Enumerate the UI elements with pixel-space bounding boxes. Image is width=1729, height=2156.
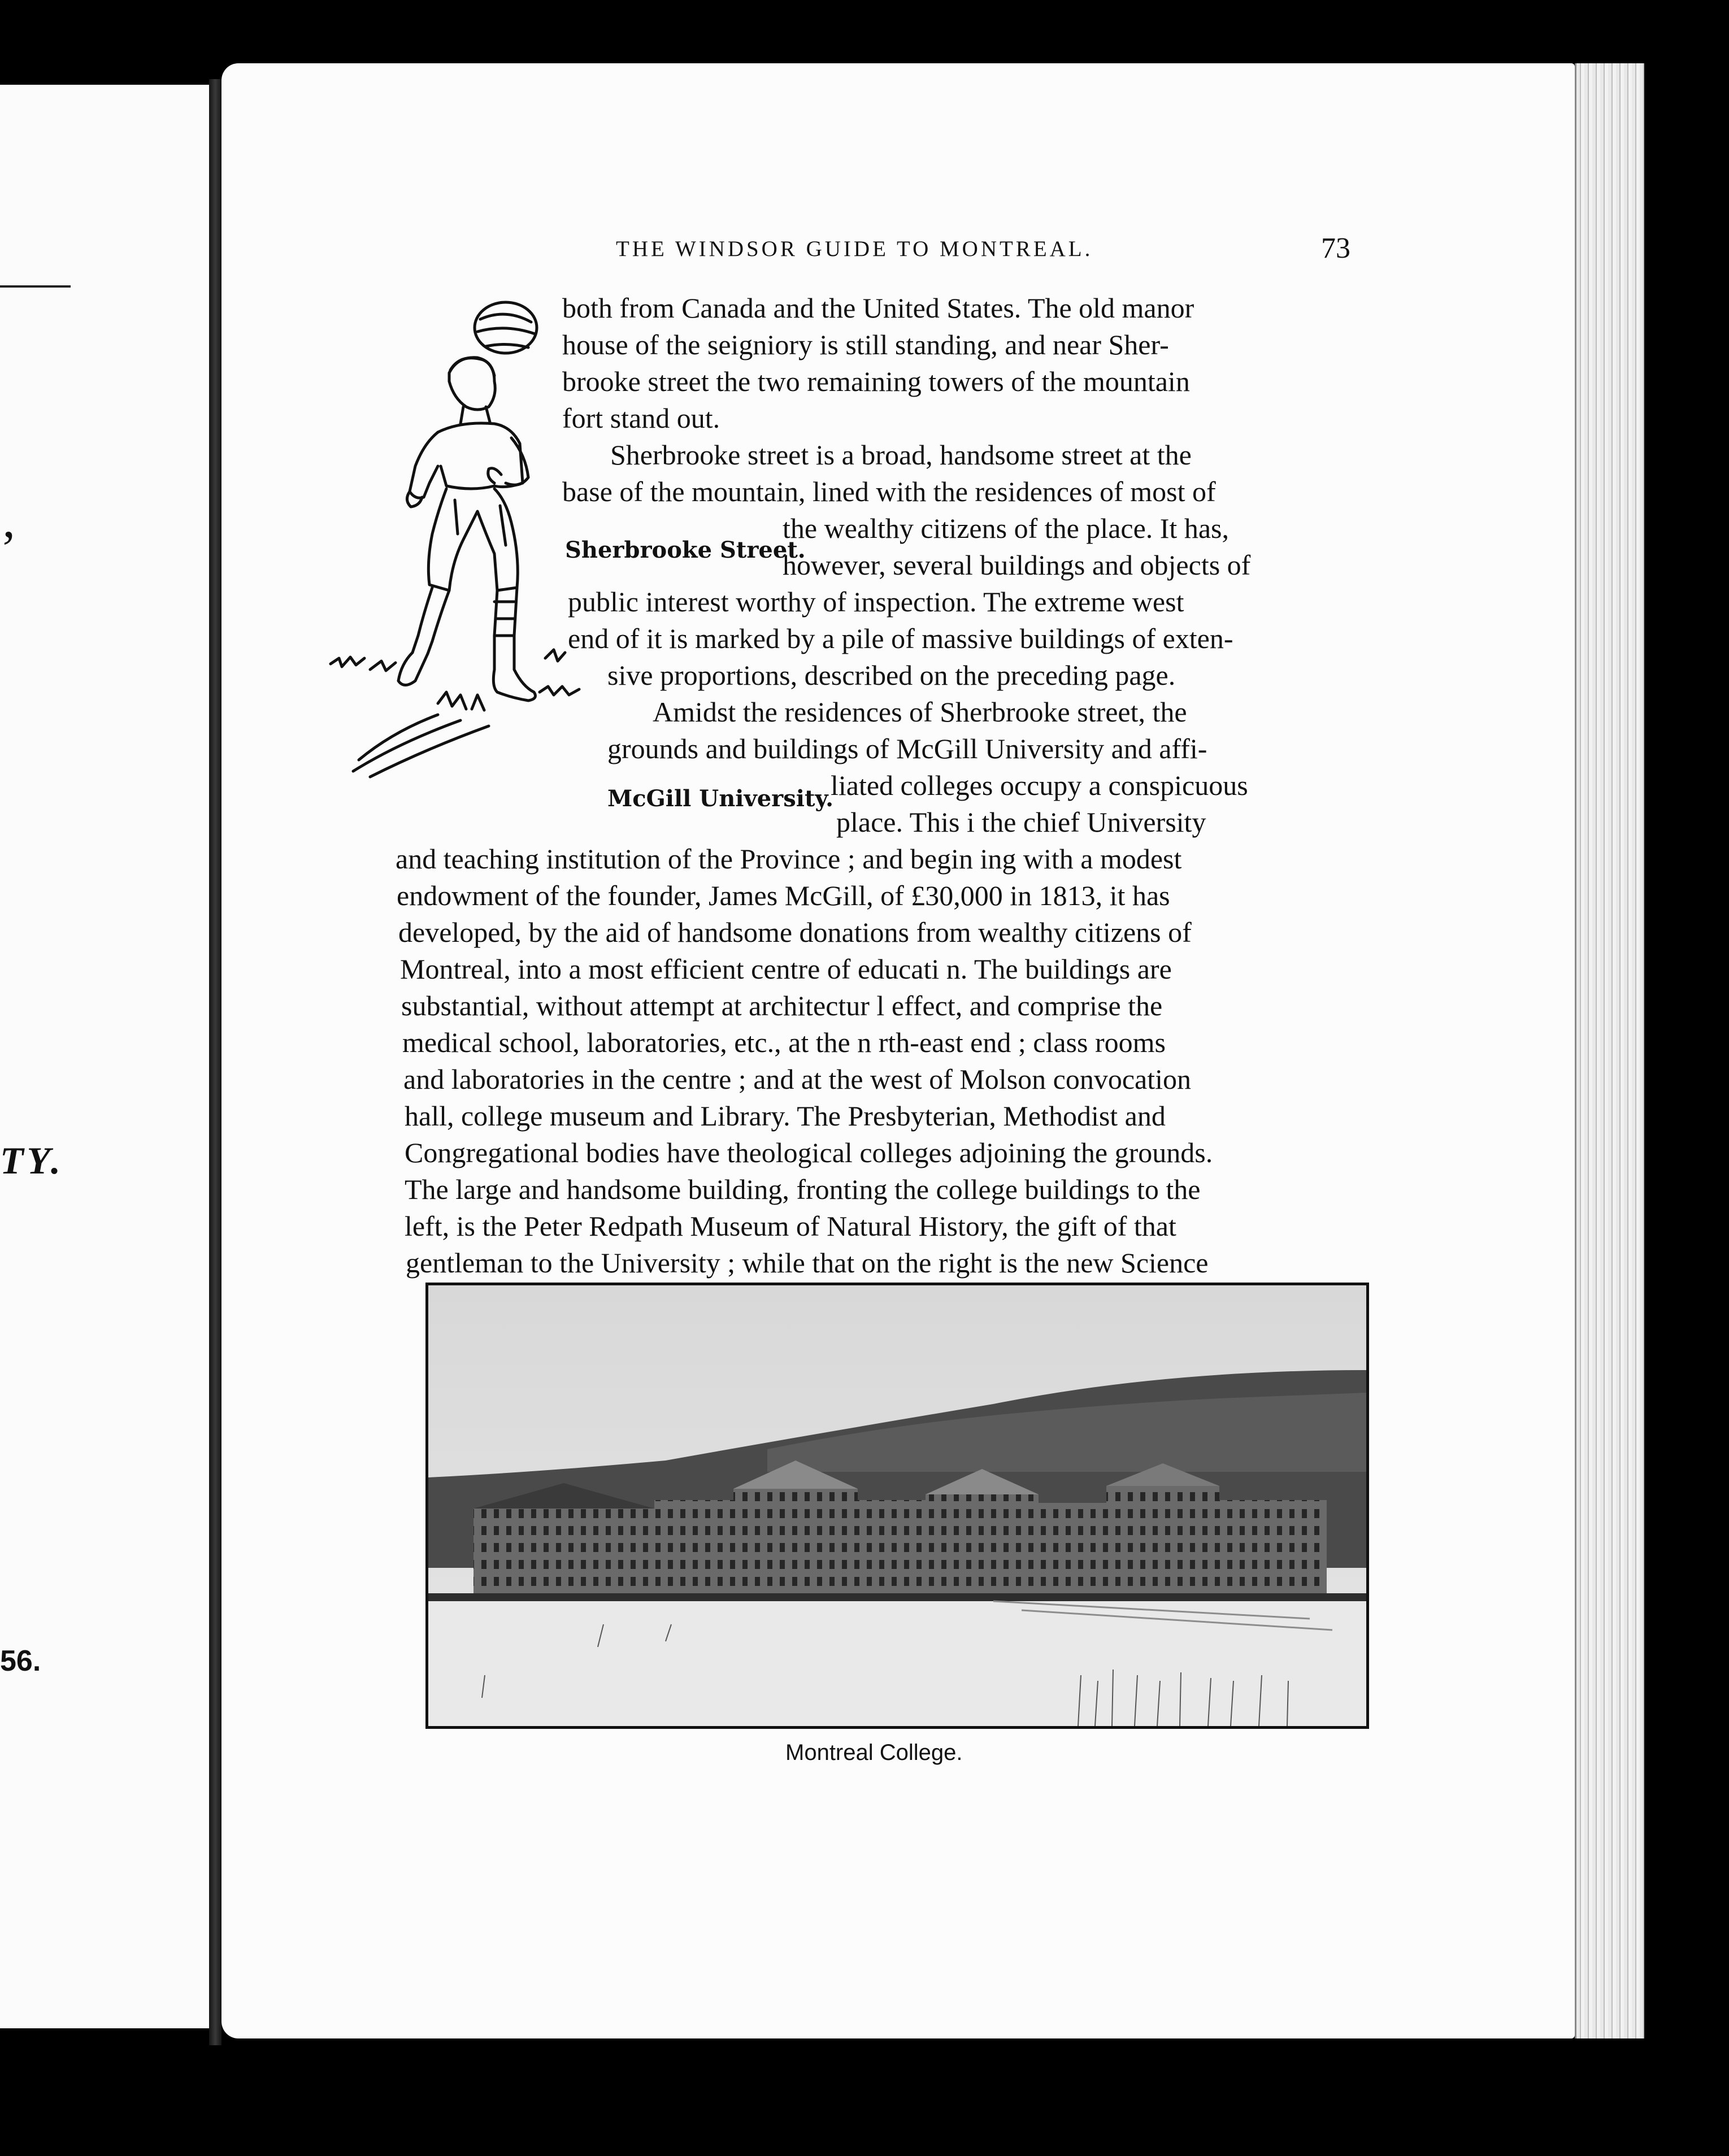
college-photograph (425, 1283, 1369, 1729)
page-number: 73 (1321, 232, 1350, 264)
body-text-line: and laboratories in the centre ; and at the west of Molson convocation (403, 1063, 1192, 1095)
body-text-line: sive proportions, described on the preceding page. (607, 659, 1176, 691)
body-text-line: brooke street the two remaining towers of the mountain (562, 366, 1190, 397)
sidehead-mcgill-university: McGill University. (607, 785, 833, 812)
body-text-line: substantial, without attempt at architectur l effect, and comprise the (401, 990, 1163, 1022)
body-text-line: base of the mountain, lined with the residences of most of (562, 476, 1216, 507)
body-text-line: and teaching institution of the Province ; and begin ing with a modest (396, 843, 1182, 875)
left-page-fragment: ’ (0, 521, 17, 577)
left-page-fragment: 56. (0, 1645, 41, 1677)
body-text-line: the wealthy citizens of the place. It has, (783, 512, 1229, 544)
body-text-line: Montreal, into a most efficient centre of educati n. The buildings are (400, 953, 1172, 985)
body-text-line: house of the seigniory is still standing, and near Sher- (562, 329, 1169, 360)
sidehead-sherbrooke-street: Sherbrooke Street. (565, 537, 806, 563)
body-text-line: gentleman to the University ; while that on the right is the new Science (406, 1247, 1209, 1279)
body-text-line: public interest worthy of inspection. The extreme west (568, 586, 1184, 618)
running-head: THE WINDSOR GUIDE TO MONTREAL. (616, 237, 1093, 261)
photograph-image (428, 1285, 1366, 1726)
photo-caption: Montreal College. (785, 1740, 963, 1765)
body-text-line: hall, college museum and Library. The Presbyterian, Methodist and (405, 1100, 1166, 1132)
body-text-line: medical school, laboratories, etc., at the n rth-east end ; class rooms (402, 1027, 1166, 1058)
footballer-illustration (325, 297, 593, 805)
body-text-line: endowment of the founder, James McGill, of £30,000 in 1813, it has (397, 880, 1170, 911)
body-text-line: The large and handsome building, fronting the college buildings to the (405, 1173, 1201, 1205)
body-text-line: Amidst the residences of Sherbrooke street, the (653, 696, 1187, 728)
body-text-line: left, is the Peter Redpath Museum of Natural History, the gift of that (405, 1210, 1176, 1242)
body-text-line: both from Canada and the United States. The old manor (562, 292, 1194, 324)
body-text-line: end of it is marked by a pile of massive buildings of exten- (568, 623, 1233, 654)
body-text-line: developed, by the aid of handsome donations from wealthy citizens of (398, 916, 1192, 948)
book-gutter (209, 79, 221, 2045)
body-text-line: place. This i the chief University (836, 806, 1206, 838)
body-text-line: Sherbrooke street is a broad, handsome street at the (610, 439, 1192, 471)
left-facing-page (0, 85, 211, 2028)
body-text-line: grounds and buildings of McGill University and affi- (607, 733, 1207, 764)
body-text-line: Congregational bodies have theological colleges adjoining the grounds. (405, 1137, 1213, 1168)
page-edges (1575, 63, 1644, 2038)
body-text-line: fort stand out. (562, 402, 720, 434)
body-text-line: liated colleges occupy a conspicuous (831, 770, 1248, 801)
left-page-fragment: TY. (0, 1139, 64, 1182)
left-page-rule (0, 285, 71, 288)
body-text-line: however, several buildings and objects of (783, 549, 1251, 581)
